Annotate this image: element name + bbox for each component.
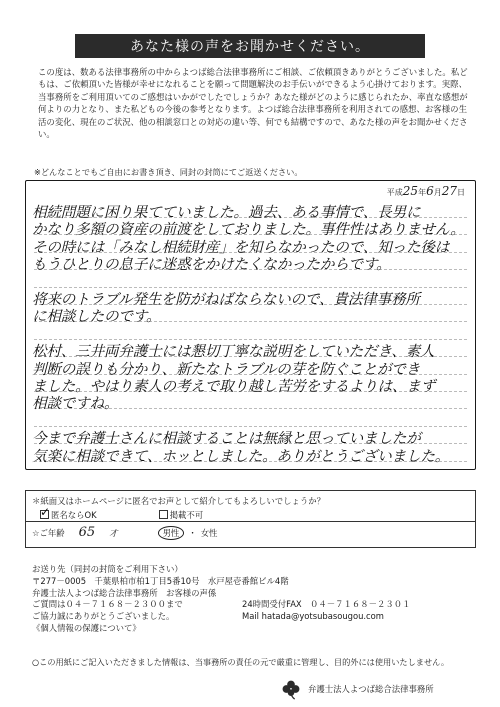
permission-options [40, 509, 203, 521]
page-title: あなた様の声をお聞かせください。 [75, 34, 425, 58]
age-unit: 才 [109, 527, 118, 538]
comment-date [387, 184, 465, 198]
gender-separator: ・ [188, 527, 197, 538]
comment-line: 将来のトラブル発生を防がねばならないので、貴法律事務所 [32, 291, 420, 308]
checkbox-icon[interactable] [159, 510, 168, 519]
age-gender-row [32, 525, 217, 540]
date-day: 27 [441, 184, 457, 198]
comment-line: 相談ですね。 [32, 395, 119, 413]
comment-line: 相続問題に困り果てていました。過去、ある事情で、長男に [32, 204, 421, 221]
contact-address: 〒277－0005 千葉県柏市柏1丁目5番10号 水戸屋壱番館ビル4階 [32, 575, 289, 586]
date-month: 6 [426, 184, 434, 198]
privacy-text: ○この用紙にご記入いただきました情報は、当事務所の責任の元で厳重に管理し、目的外には使用いたしません。 [32, 657, 450, 667]
privacy-heading: 《個人情報の保護について》 [32, 622, 141, 633]
option-anonymous-ok[interactable] [40, 509, 97, 521]
checkbox-checked-icon[interactable] [40, 510, 49, 519]
contact-heading: お送り先（同封の封筒をご利用下さい） [32, 564, 183, 574]
contact-phone-row [32, 599, 472, 611]
age-label: ☆ご年齢 [32, 527, 65, 538]
contact-section [32, 564, 472, 635]
comment-line: 今まで弁護士さんに相談することは無縁と思っていましたが [32, 430, 421, 448]
option-no-publish[interactable] [159, 509, 204, 521]
divider [26, 521, 475, 522]
instruction-text: ※どんなことでもご自由にお書き頂き、同封の封筒にてご返送ください。 [34, 167, 303, 177]
option-anonymous-label: 匿名ならOK [51, 510, 97, 520]
intro-section [38, 66, 468, 140]
comment-box [25, 180, 476, 470]
permission-question: ＊紙面又はホームページに匿名でお声として紹介してもよろしいでしょうか？ [32, 496, 325, 506]
firm-footer [280, 678, 434, 700]
clover-logo-icon [280, 678, 302, 700]
comment-line: その時には「みなし相続財産」を知らなかったので、知った後は [32, 238, 450, 256]
permission-section [25, 490, 476, 548]
comment-line: 気楽に相談できて、ホッとしました。ありがとうございました。 [32, 447, 450, 465]
comment-line: に相談したのです。 [32, 308, 161, 326]
date-day-unit: 日 [457, 188, 465, 197]
comment-line: ました。やはり素人の考えで取り越し苦労をするよりは、まず [32, 378, 436, 395]
gender-selector [158, 526, 218, 540]
date-month-unit: 月 [433, 188, 442, 197]
contact-firm-dept: 弁護士法人よつば総合法律事務所 お客様の声係 [32, 587, 217, 598]
contact-phone: ご質問は０４－７１６８－２３００まで [32, 599, 183, 610]
date-year-unit: 年 [418, 188, 427, 197]
comment-line: 判断の誤りも分かり、新たなトラブルの芽を防ぐことができ [32, 360, 421, 378]
age-value[interactable]: 65 [78, 525, 96, 540]
gender-male[interactable]: 男性 [158, 526, 185, 540]
option-no-publish-label: 掲載不可 [169, 510, 204, 520]
gender-female[interactable]: 女性 [200, 527, 218, 538]
date-year: 25 [402, 184, 419, 198]
comment-line: 松村、三井両弁護士には懇切丁寧な説明をしていただき、素人 [32, 343, 435, 361]
intro-paragraph: この度は、数ある法律事務所の中からよつば総合法律事務所にご相談、ご依頼頂きありがとうございました。私どもは、ご依頼頂いた皆様が幸せになれることを願って問題解決のお手伝いができるよう心掛けております。実際、当事務所をご利用頂いてのご感想はいかがでしたでしょうか？あなた様がどのように感じられたか、率直な感想が何よりの力となり、また私どもの今後の参考となります。よつば総合法律事務所を利用されての感想、お客様の生活の変化、現在のご状況、他の相談窓口との対応の違い等、何でも結構ですので、あなた様の声をお聞かせください。 [38, 67, 468, 140]
contact-thanks: ご協力誠にありがとうございました。 [32, 611, 175, 622]
firm-name: 弁護士法人よつば総合法律事務所 [308, 684, 434, 694]
contact-fax: 24時間受付FAX ０４－７１６８－２３０１ [242, 599, 411, 610]
comment-line: かなり多額の資産の前渡をしておりました。事件性はありません。 [32, 221, 465, 239]
date-prefix: 平成 [386, 188, 403, 197]
contact-thanks-row [32, 611, 472, 623]
contact-mail[interactable]: Mail hatada@yotsubasougou.com [242, 611, 384, 622]
comment-line: もうひとりの息子に迷惑をかけたくなかったからです。 [32, 256, 391, 274]
